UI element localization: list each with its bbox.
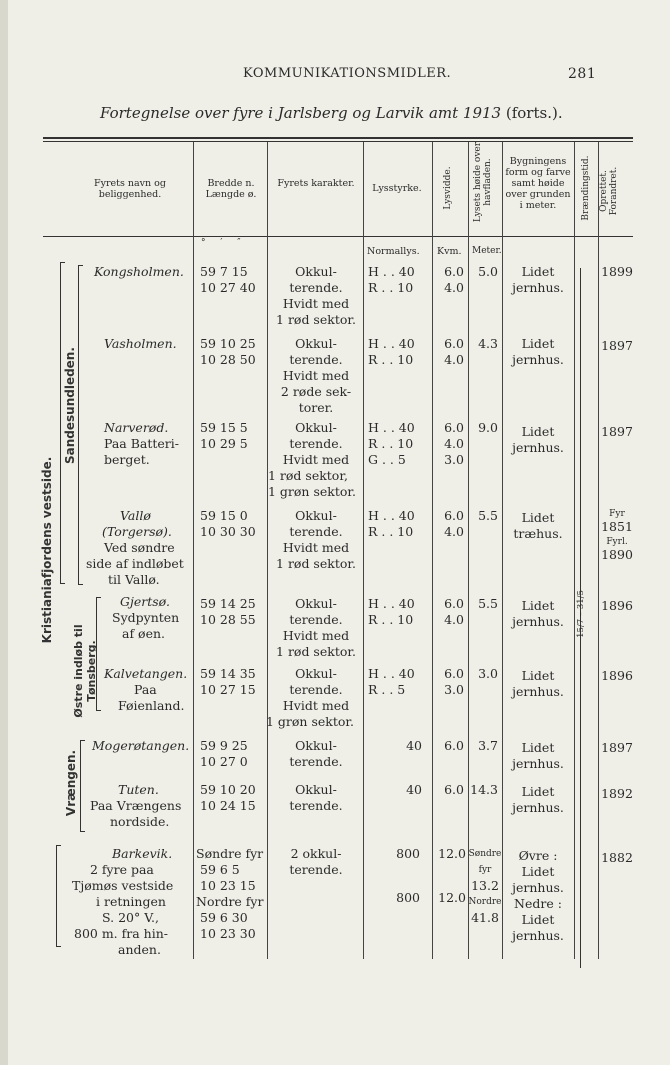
range: 6.0 — [444, 596, 464, 611]
char-line: terende. — [289, 352, 343, 367]
building: jernhus. — [512, 756, 564, 771]
height: 9.0 — [478, 420, 498, 435]
range: 6.0 — [444, 782, 464, 797]
range: 6.0 — [444, 264, 464, 279]
char-line: Okkul- — [295, 666, 337, 681]
building: Lidet — [521, 336, 555, 351]
brace-tonsbergfjord — [56, 845, 61, 947]
height: 5.0 — [478, 264, 498, 279]
location-line: Sydpynten — [112, 610, 180, 625]
height: 3.7 — [478, 738, 498, 753]
range: 6.0 — [444, 666, 464, 681]
lighthouse-name: Mogerøtangen. — [92, 738, 190, 753]
group-kristianiafjord-vestside: Kristianiafjordens vestside. — [40, 456, 54, 644]
lighthouse-name: Narverød. — [104, 420, 169, 435]
char-line: terende. — [289, 436, 343, 451]
lighthouse-name: Barkevik. — [112, 846, 173, 861]
year: 1897 — [601, 424, 633, 439]
col-header-intensity: Lysstyrke. — [372, 183, 422, 194]
latitude: 59 7 15 — [200, 264, 248, 279]
intensity: R . . 10 — [368, 280, 414, 295]
height-line: 13.2 — [471, 878, 499, 893]
char-line: Hvidt med — [282, 698, 350, 713]
range: 4.0 — [444, 436, 464, 451]
location-line: til Vallø. — [108, 572, 160, 587]
unit-intensity: Normallys. — [367, 246, 420, 257]
year: 1899 — [601, 264, 633, 279]
building: jernhus. — [512, 280, 564, 295]
char-line: Okkul- — [295, 264, 337, 279]
location-line: Paa — [134, 682, 157, 697]
longitude: 10 27 40 — [200, 280, 256, 295]
latitude: 59 14 35 — [200, 666, 256, 681]
building: træhus. — [513, 526, 563, 541]
building: jernhus. — [512, 614, 564, 629]
location-line: i retningen — [96, 894, 166, 909]
longitude: 10 27 15 — [200, 682, 256, 697]
building: Lidet — [521, 510, 555, 525]
latitude: 59 14 25 — [200, 596, 256, 611]
char-line: 1 grøn sektor. — [266, 714, 354, 729]
intensity: R . . 10 — [368, 352, 414, 367]
building: jernhus. — [512, 928, 564, 943]
char-line: Okkul- — [295, 596, 337, 611]
height: 4.3 — [478, 336, 498, 351]
location-line: 800 m. fra hin- — [74, 926, 168, 941]
coord-line: 10 23 15 — [200, 878, 256, 893]
longitude: 10 24 15 — [200, 798, 256, 813]
char-line: Hvidt med — [282, 368, 350, 383]
page-edge — [0, 0, 8, 1065]
page-number: 281 — [568, 66, 597, 82]
building: Lidet — [521, 424, 555, 439]
building: Lidet — [521, 740, 555, 755]
intensity: H . . 40 — [368, 666, 415, 681]
intensity: R . . 10 — [368, 612, 414, 627]
year: Fyr — [609, 509, 625, 519]
brace-outer — [60, 262, 65, 584]
range: 6.0 — [444, 508, 464, 523]
char-line: terende. — [289, 612, 343, 627]
char-line: 1 rød sektor. — [276, 556, 356, 571]
height: 3.0 — [478, 666, 498, 681]
building: Nedre : — [514, 896, 562, 911]
location-line: berget. — [104, 452, 150, 467]
char-line: torer. — [298, 400, 334, 415]
location-line: af øen. — [122, 626, 165, 641]
coord-line: 59 6 5 — [200, 862, 240, 877]
year: 1882 — [601, 850, 633, 865]
coord-line: 10 23 30 — [200, 926, 256, 941]
col-header-range: Lysvidde. — [443, 166, 453, 210]
col-header-height: Lysets høide over havfladen. — [473, 141, 493, 223]
title-main: Fortegnelse over fyre i Jarlsberg og Larvik amt 1913 — [100, 104, 502, 122]
col-divider — [574, 142, 575, 959]
location-line: side af indløbet — [86, 556, 184, 571]
col-header-burning: Brændingstid. — [581, 155, 591, 221]
lighthouse-name: Vallø — [120, 508, 151, 523]
year: Fyrl. — [606, 537, 628, 547]
longitude: 10 29 5 — [200, 436, 248, 451]
location-line: anden. — [118, 942, 161, 957]
title-suffix: (forts.). — [505, 104, 563, 122]
char-line: 1 rød sektor, — [268, 468, 348, 483]
char-line: Hvidt med — [282, 628, 350, 643]
location-line: nordside. — [110, 814, 170, 829]
char-line: 2 okkul- — [290, 846, 342, 861]
height-line: Søndre — [468, 849, 502, 859]
height: 5.5 — [478, 596, 498, 611]
location-line: Paa Batteri- — [104, 436, 180, 451]
height-line: fyr — [478, 865, 492, 875]
char-line: 1 rød sektor. — [276, 644, 356, 659]
building: Øvre : — [518, 848, 558, 863]
char-line: Okkul- — [295, 782, 337, 797]
year: 1890 — [601, 547, 633, 562]
intensity: 800 — [396, 846, 420, 861]
range: 3.0 — [444, 682, 464, 697]
char-line: Okkul- — [295, 508, 337, 523]
intensity: R . . 10 — [368, 436, 414, 451]
intensity: 40 — [406, 782, 422, 797]
char-line: Okkul- — [295, 336, 337, 351]
location-line: Ved søndre — [104, 540, 175, 555]
char-line: terende. — [289, 798, 343, 813]
longitude: 10 28 50 — [200, 352, 256, 367]
group-sandesundleden: Sandesundleden. — [63, 347, 77, 464]
range: 6.0 — [444, 336, 464, 351]
header-bottom-rule — [43, 236, 633, 237]
location-line: 2 fyre paa — [90, 862, 154, 877]
range: 6.0 — [444, 738, 464, 753]
burning-time: 15/7 – 31/5 — [576, 590, 586, 638]
height: 5.5 — [478, 508, 498, 523]
range: 4.0 — [444, 524, 464, 539]
lighthouse-name: Vasholmen. — [104, 336, 177, 351]
unit-range: Kvm. — [437, 246, 462, 257]
intensity: 800 — [396, 890, 420, 905]
char-line: Okkul- — [295, 420, 337, 435]
char-line: 2 røde sek- — [280, 384, 352, 399]
running-header: KOMMUNIKATIONSMIDLER. — [243, 66, 452, 81]
group-ostre-indlob-tonsberg: Østre indløb til Tønsberg. — [72, 624, 98, 718]
building: Lidet — [521, 598, 555, 613]
col-header-name: Fyrets navn og beliggenhed. — [94, 178, 166, 200]
longitude: 10 30 30 — [200, 524, 256, 539]
range: 12.0 — [438, 846, 466, 861]
year: 1897 — [601, 740, 633, 755]
intensity: R . . 5 — [368, 682, 406, 697]
intensity: H . . 40 — [368, 264, 415, 279]
longitude: 10 28 55 — [200, 612, 256, 627]
building: Lidet — [521, 912, 555, 927]
intensity: G . . 5 — [368, 452, 406, 467]
height-line: Nordre — [468, 897, 502, 907]
brace-tonsberg-inlet — [96, 597, 101, 711]
brace-sandesund — [78, 265, 83, 585]
location-line: Tjømøs vestside — [72, 878, 174, 893]
building: Lidet — [521, 864, 555, 879]
char-line: Hvidt med — [282, 452, 350, 467]
building: Lidet — [521, 264, 555, 279]
unit-height: Meter. — [472, 246, 502, 256]
year: 1897 — [601, 338, 633, 353]
char-line: terende. — [289, 280, 343, 295]
year: 1851 — [601, 519, 633, 534]
building: jernhus. — [512, 352, 564, 367]
latitude: 59 15 0 — [200, 508, 248, 523]
latitude: 59 10 20 — [200, 782, 256, 797]
height-line: 41.8 — [471, 910, 499, 925]
char-line: terende. — [289, 862, 343, 877]
range: 4.0 — [444, 612, 464, 627]
col-divider — [193, 142, 194, 959]
building: jernhus. — [512, 440, 564, 455]
latitude: 59 15 5 — [200, 420, 248, 435]
location-line: Paa Vrængens — [90, 798, 182, 813]
page-title — [100, 104, 563, 122]
char-line: terende. — [289, 524, 343, 539]
latitude: 59 9 25 — [200, 738, 248, 753]
unit-coords: ° ′ ″ — [201, 238, 247, 248]
year: 1896 — [601, 598, 633, 613]
longitude: 10 27 0 — [200, 754, 248, 769]
char-line: 1 rød sektor. — [276, 312, 356, 327]
char-line: terende. — [289, 682, 343, 697]
lighthouse-name: Tuten. — [118, 782, 159, 797]
coord-line: Nordre fyr — [196, 894, 264, 909]
char-line: Okkul- — [295, 738, 337, 753]
intensity: H . . 40 — [368, 508, 415, 523]
char-line: Hvidt med — [282, 296, 350, 311]
building: jernhus. — [512, 800, 564, 815]
range: 6.0 — [444, 420, 464, 435]
coord-line: 59 6 30 — [200, 910, 248, 925]
intensity: 40 — [406, 738, 422, 753]
range: 4.0 — [444, 352, 464, 367]
char-line: terende. — [289, 754, 343, 769]
lighthouse-name: Kongsholmen. — [94, 264, 184, 279]
char-line: Hvidt med — [282, 540, 350, 555]
group-vraengen: Vrængen. — [64, 749, 78, 817]
lighthouse-name: Gjertsø. — [120, 594, 170, 609]
range: 4.0 — [444, 280, 464, 295]
coord-line: Søndre fyr — [196, 846, 264, 861]
year: 1896 — [601, 668, 633, 683]
latitude: 59 10 25 — [200, 336, 256, 351]
year: 1892 — [601, 786, 633, 801]
col-header-building: Bygningens form og farve samt høide over grunden i meter. — [505, 156, 571, 211]
location-line: (Torgersø). — [102, 524, 172, 539]
building: Lidet — [521, 784, 555, 799]
lighthouse-name: Kalvetangen. — [104, 666, 188, 681]
brace-vraengen — [80, 740, 85, 832]
intensity: H . . 40 — [368, 336, 415, 351]
table-top-rule-thin — [43, 141, 633, 142]
range: 12.0 — [438, 890, 466, 905]
building: jernhus. — [512, 880, 564, 895]
intensity: H . . 40 — [368, 596, 415, 611]
char-line: 1 grøn sektor. — [268, 484, 356, 499]
col-header-character: Fyrets karakter. — [277, 178, 355, 189]
table-top-rule — [43, 137, 633, 139]
location-line: Føienland. — [118, 698, 185, 713]
building: Lidet — [521, 668, 555, 683]
intensity: R . . 10 — [368, 524, 414, 539]
range: 3.0 — [444, 452, 464, 467]
intensity: H . . 40 — [368, 420, 415, 435]
building: jernhus. — [512, 684, 564, 699]
col-header-coords: Bredde n. Længde ø. — [205, 178, 257, 200]
location-line: S. 20° V., — [102, 910, 159, 925]
col-header-established: Oprettet. Forandret. — [599, 166, 619, 216]
height: 14.3 — [470, 782, 498, 797]
